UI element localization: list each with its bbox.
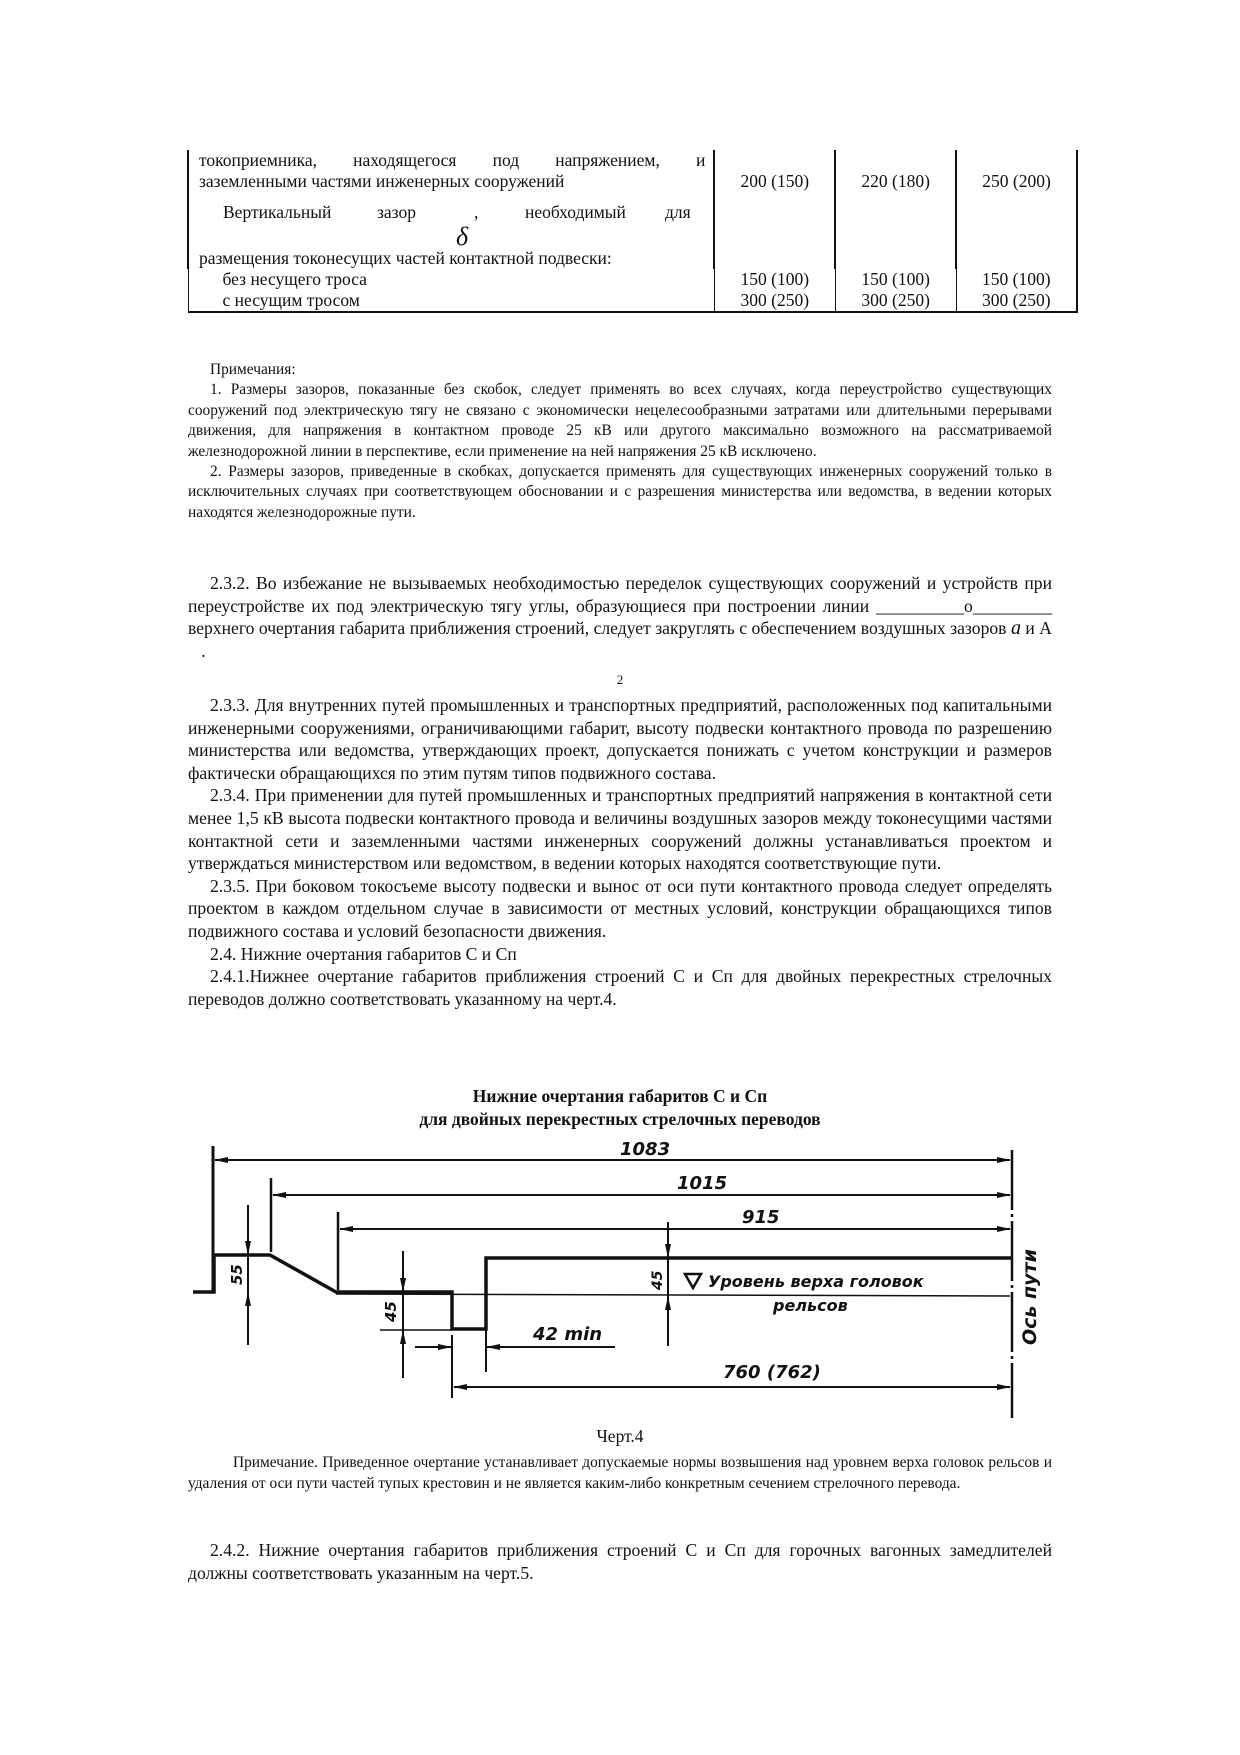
table-cell-value: 300 (250) (714, 290, 835, 312)
table-row (188, 290, 1077, 312)
figure-note-text: Примечание. Приведенное очертание устанавливает допускаемые нормы возвышения над уровнем верха головок рельсов и удаления от оси пути частей тупых крестовин и не является каким-либо конкретным сечением стрелочного перевода. (188, 1454, 1052, 1492)
dim-42min: 42 min (533, 1324, 603, 1345)
paragraph-2-3-5: 2.3.5. При боковом токосъеме высоту подвески и вынос от оси пути контактного провода следует определять проектом в каждом отдельном случае в зависимости от местных условий, конструкции обращающихся типов подвижного состава и условий безопасности движения. (188, 875, 1052, 941)
table-cell-value: 150 (100) (714, 269, 835, 290)
text: 2.3.2. Во избежание не вызываемых необходимостью переделок существующих сооружений и устройств при переустройстве их под электрическую тягу углы, образующиеся при построении линии __________о_________ верхнего очертания габарита приближения строений, следует закруглять с обеспечением воздушных зазоров (188, 573, 1052, 639)
dim-915: 915 (742, 1207, 780, 1228)
table-cell-value: 150 (100) (956, 269, 1077, 290)
table-cell-value (714, 150, 835, 192)
paragraph-2-4-1: 2.4.1.Нижнее очертание габаритов приближения строений С и Сп для двойных перекрестных стрелочных переводов должно соответствовать указанному на черт.4. (188, 966, 1052, 1009)
page-number: 2 (616, 672, 624, 687)
word: Вертикальный (223, 202, 332, 222)
word: для (665, 202, 691, 222)
paragraph-2-3-2 (188, 572, 1052, 662)
text: . (188, 640, 206, 661)
value-col3: 250 (200) (982, 171, 1051, 191)
figure-title (188, 1085, 1052, 1131)
table-row (188, 150, 1077, 192)
clearance-table (187, 150, 1078, 313)
note-item: 1. Размеры зазоров, показанные без скобок, следует применять во всех случаях, когда переустройство существующих сооружений под электрическую тягу не связано с экономически нецелесообразными затратами или длительными перерывами движения, для напряжения в контактном проводе 25 кВ или другого максимально возможного на рассматриваемой железнодорожной линии в перспективе, если применение на ней напряжения 25 кВ исключено. (188, 381, 1052, 460)
table-cell-value: 300 (250) (835, 290, 956, 312)
dim-55: 55 (228, 1264, 246, 1285)
figure-title-line1: Нижние очертания габаритов С и Сп (472, 1086, 768, 1106)
note-item: 2. Размеры зазоров, приведенные в скобках, допускается применять для существующих инженерных сооружений только в исключительных случаях при соответствующем обосновании и с разрешения министерства или ведомства, в ведении которых находятся железнодорожные пути. (188, 463, 1052, 521)
figure-note (188, 1452, 1052, 1494)
paragraph-text: 2.4.2. Нижние очертания габаритов приближения строений С и Сп для горочных вагонных замедлителей должны соответствовать указанным на черт.5. (188, 1540, 1052, 1583)
table-cell-value (835, 150, 956, 192)
table-notes (188, 360, 1052, 523)
dim-45-left: 45 (382, 1301, 400, 1322)
dim-760: 760 (762) (723, 1362, 821, 1383)
dim-1083: 1083 (620, 1139, 671, 1160)
var-a: a (1010, 617, 1021, 640)
table-cell-value (956, 150, 1077, 192)
delta-symbol: δ (456, 222, 469, 251)
table-row (188, 269, 1077, 290)
value-col2: 220 (180) (861, 171, 930, 191)
table-cell-description (188, 192, 714, 269)
dim-1015: 1015 (677, 1173, 728, 1194)
paragraphs-block (188, 694, 1052, 1010)
table-cell-value (714, 192, 835, 269)
table-cell-description: с несущим тросом (188, 290, 714, 312)
dim-45-right: 45 (650, 1270, 666, 1290)
row2-text-line2: размещения токонесущих частей контактной подвески: (199, 248, 612, 268)
figure-title-line2: для двойных перекрестных стрелочных переводов (419, 1109, 821, 1129)
value-col1: 200 (150) (740, 171, 810, 191)
rail-level-label: Уровень верха головок (708, 1272, 924, 1291)
rail-level-label-2: рельсов (773, 1296, 848, 1315)
paragraph-text (188, 572, 1052, 662)
word: , (474, 202, 479, 222)
row1-text-line1: токоприемника, находящегося под напряжением, и (199, 150, 706, 170)
word: необходимый (525, 202, 626, 222)
notes-heading: Примечания: (210, 361, 296, 378)
paragraph-2-3-4: 2.3.4. При применении для путей промышленных и транспортных предприятий напряжения в контактной сети менее 1,5 кВ высота подвески контактного провода и величины воздушных зазоров между токонесущими частями контактной сети и заземленными частями инженерных сооружений должны устанавливаться проектом и утверждаться министерством или ведомством, в ведении которых находятся соответствующие пути. (188, 785, 1052, 874)
figure-caption: Черт.4 (596, 1426, 644, 1446)
axis-label: Ось пути (1019, 1249, 1041, 1345)
paragraph-2-3-3: 2.3.3. Для внутренних путей промышленных и транспортных предприятий, расположенных под капитальными инженерными сооружениями, ограничивающими габарит, высоту подвески контактного провода по разрешению министерства или ведомства, утверждающих проект, допускается понижать с учетом конструкции и размеров фактически обращающихся по этим путям типов подвижного состава. (188, 695, 1052, 783)
drawing-lines (193, 1146, 1012, 1418)
text: и А (1020, 618, 1052, 639)
heading-2-4: 2.4. Нижние очертания габаритов С и Сп (210, 943, 517, 964)
table-cell-value: 150 (100) (835, 269, 956, 290)
paragraph-2-4-2 (188, 1539, 1052, 1584)
vertical-gap-line (199, 192, 705, 251)
table-cell-value (835, 192, 956, 269)
drawing-labels (228, 1139, 1041, 1383)
table-cell-value: 300 (250) (956, 290, 1077, 312)
table-cell-value (956, 192, 1077, 269)
table-cell-description (188, 150, 714, 192)
table-cell-description: без несущего троса (188, 269, 714, 290)
word: зазор (377, 202, 416, 222)
row1-text-line2: заземленными частями инженерных сооружений (199, 171, 565, 191)
table-row (188, 192, 1077, 269)
